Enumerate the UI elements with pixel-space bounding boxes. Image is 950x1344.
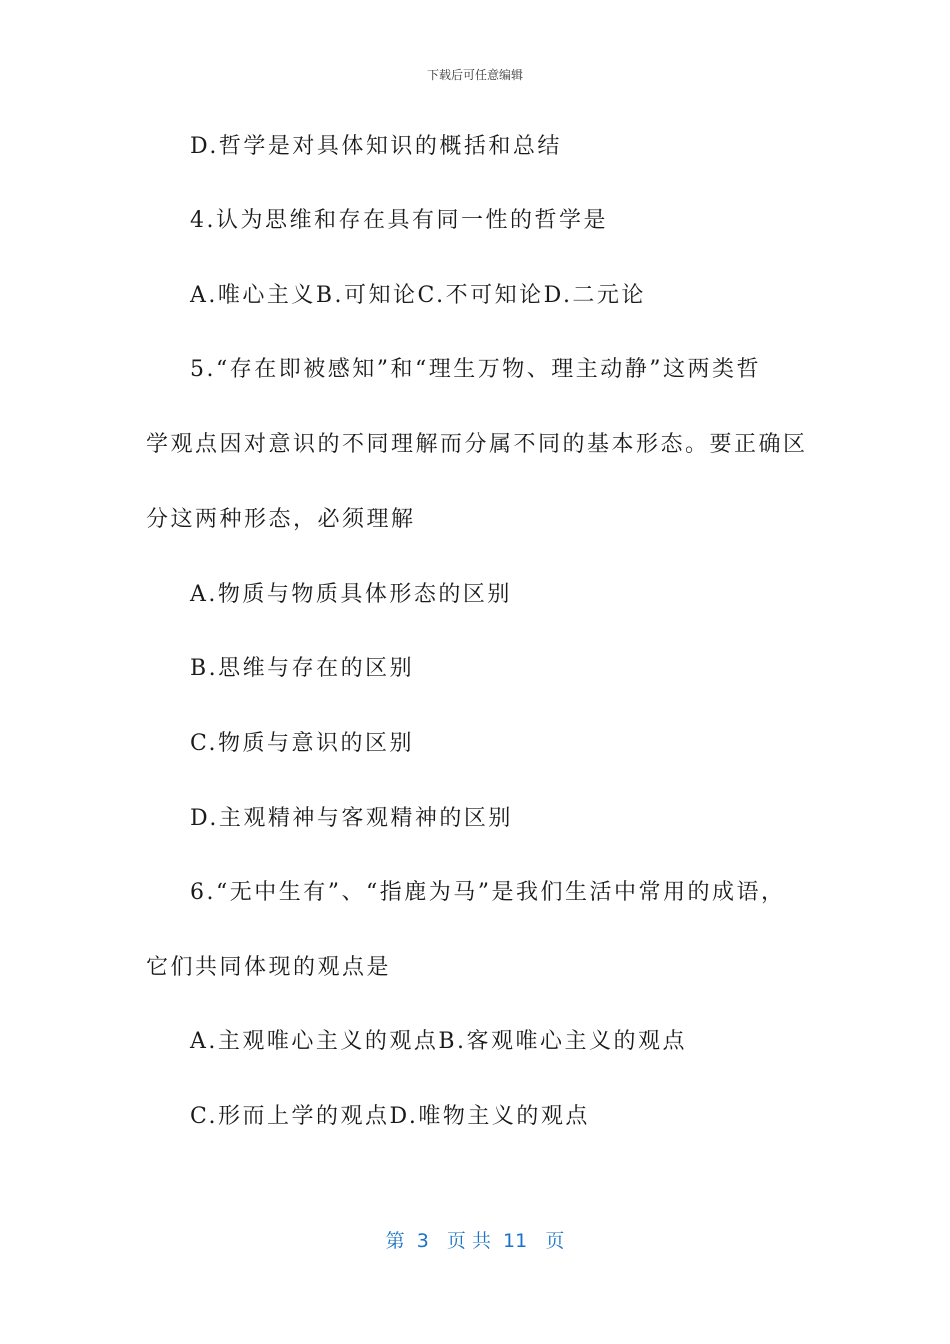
q6-stem-line-1: 6.“无中生有”、“指鹿为马”是我们生活中常用的成语，	[190, 880, 786, 905]
q5-option-d: D.主观精神与客观精神的区别	[190, 806, 513, 831]
q4-options: A.唯心主义B.可知论C.不可知论D.二元论	[190, 283, 646, 308]
page-number-footer: 第 3 页 共 11 页	[385, 1230, 565, 1252]
q6-stem-line-2: 它们共同体现的观点是	[146, 955, 392, 980]
q5-option-c: C.物质与意识的区别	[190, 731, 415, 756]
q4-stem: 4.认为思维和存在具有同一性的哲学是	[190, 208, 608, 233]
q5-option-b: B.思维与存在的区别	[190, 656, 415, 681]
q6-options-line-2: C.形而上学的观点D.唯物主义的观点	[190, 1104, 590, 1129]
q5-stem-line-3: 分这两种形态，必须理解	[146, 507, 416, 532]
q3-option-d: D.哲学是对具体知识的概括和总结	[190, 134, 562, 159]
q6-options-line-1: A.主观唯心主义的观点B.客观唯心主义的观点	[190, 1029, 688, 1054]
q5-stem-line-2: 学观点因对意识的不同理解而分属不同的基本形态。要正确区	[146, 432, 808, 457]
q5-option-a: A.物质与物质具体形态的区别	[190, 582, 512, 607]
q5-stem-line-1: 5.“存在即被感知”和“理生万物、理主动静”这两类哲	[190, 357, 761, 382]
header-note: 下载后可任意编辑	[426, 68, 523, 82]
